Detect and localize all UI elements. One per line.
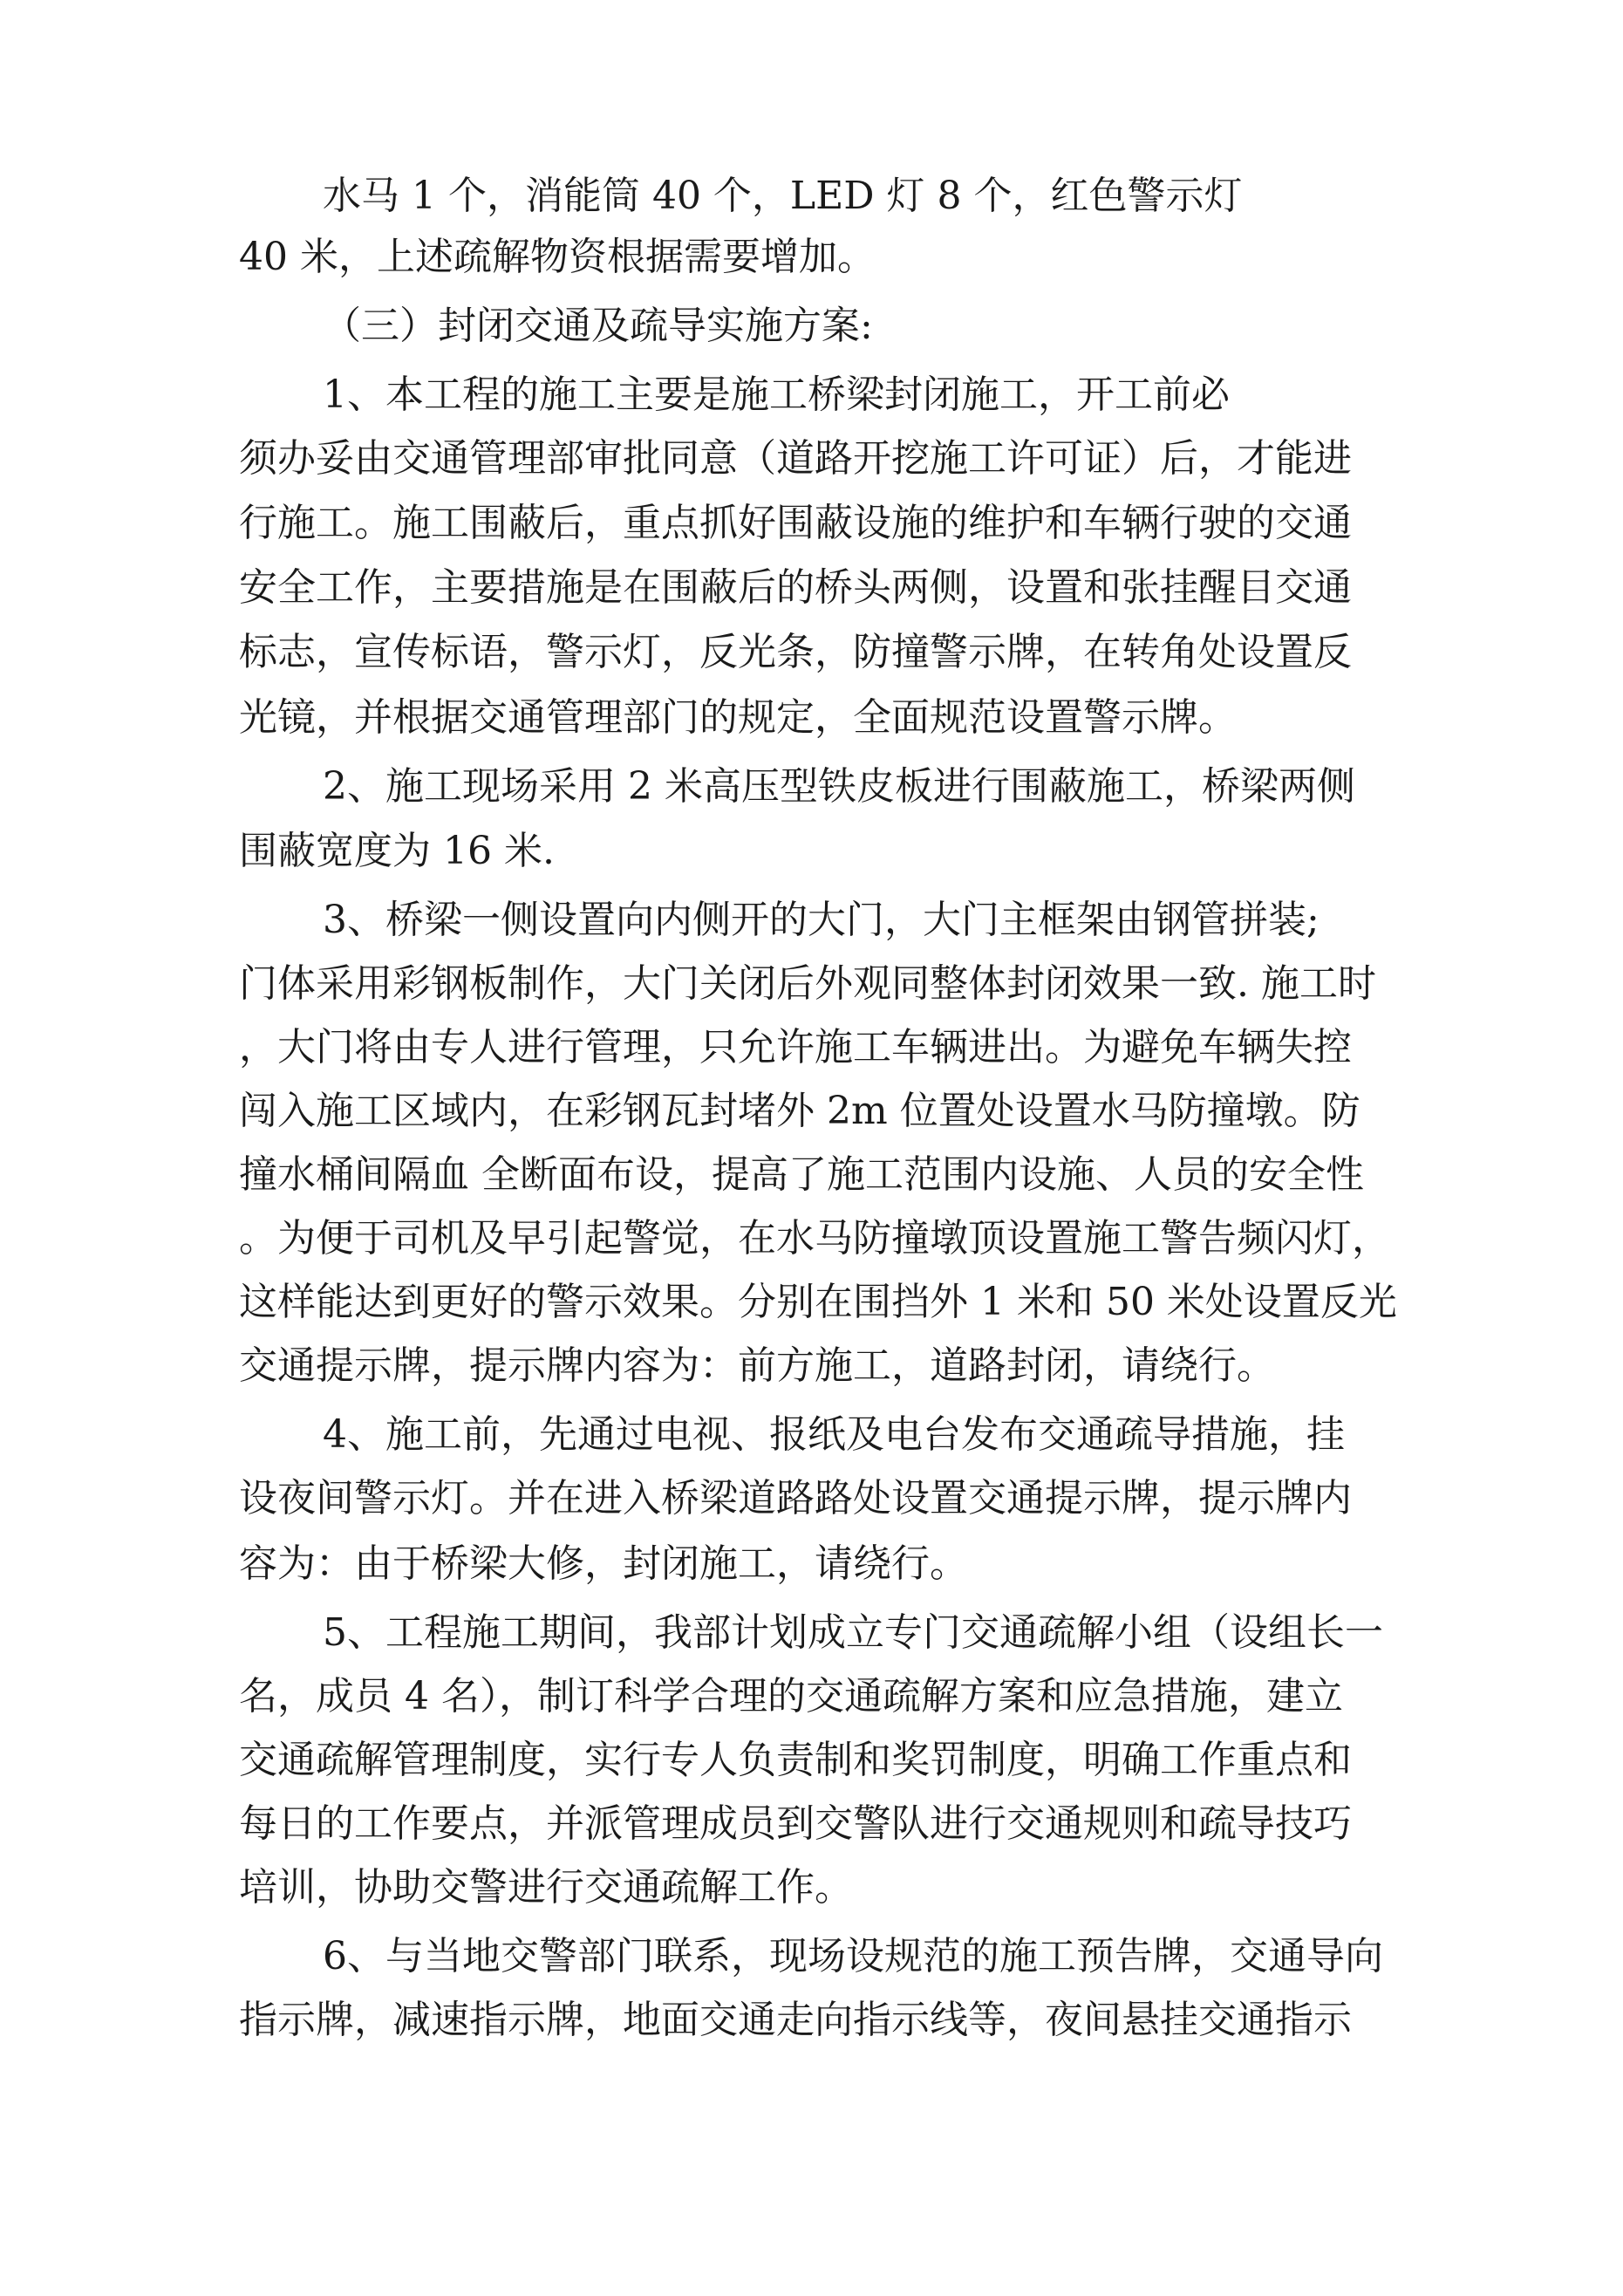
text-line: 标志，宣传标语，警示灯，反光条，防撞警示牌，在转角处设置反 [239,630,1352,674]
text-line: 设夜间警示灯。并在进入桥梁道路路处设置交通提示牌，提示牌内 [239,1476,1352,1520]
text-line: 闯入施工区域内，在彩钢瓦封堵外 2m 位置处设置水马防撞墩。防 [239,1089,1360,1133]
text-line: 行施工。施工围蔽后，重点抓好围蔽设施的维护和车辆行驶的交通 [239,501,1352,545]
text-line: 光镜，并根据交通管理部门的规定，全面规范设置警示牌。 [239,695,1237,740]
text-line: 水马 1 个，消能筒 40 个，LED 灯 8 个，红色警示灯 [323,174,1243,218]
text-line: 围蔽宽度为 16 米. [239,829,555,873]
text-line: 每日的工作要点，并派管理成员到交警队进行交通规则和疏导技巧 [239,1801,1352,1846]
text-line: 指示牌，减速指示牌，地面交通走向指示线等，夜间悬挂交通指示 [239,1998,1352,2042]
text-line: 门体采用彩钢板制作，大门关闭后外观同整体封闭效果一致. 施工时 [239,961,1376,1006]
text-line: 这样能达到更好的警示效果。分别在围挡外 1 米和 50 米处设置反光 [239,1280,1397,1324]
text-line: 容为：由于桥梁大修，封闭施工，请绕行。 [239,1541,968,1586]
text-line: 撞水桶间隔血 全断面布设，提高了施工范围内设施、人员的安全性 [239,1152,1364,1197]
text-line: 须办妥由交通管理部审批同意（道路开挖施工许可证）后，才能进 [239,436,1352,481]
text-line: 交通疏解管理制度，实行专人负责制和奖罚制度，明确工作重点和 [239,1738,1352,1782]
text-line: 4、施工前，先通过电视、报纸及电台发布交通疏导措施，挂 [323,1412,1345,1457]
section-heading: （三）封闭交通及疏导实施方案: [323,304,873,348]
text-line: 交通提示牌，提示牌内容为：前方施工，道路封闭，请绕行。 [239,1343,1275,1388]
text-line: 培训，协助交警进行交通疏解工作。 [239,1865,853,1910]
text-line: ，大门将由专人进行管理，只允许施工车辆进出。为避免车辆失控 [239,1025,1352,1069]
text-line: 名，成员 4 名），制订科学合理的交通疏解方案和应急措施，建立 [239,1674,1343,1719]
text-line: 5、工程施工期间，我部计划成立专门交通疏解小组（设组长一 [323,1610,1383,1655]
text-line: 3、桥梁一侧设置向内侧开的大门，大门主框架由钢管拼装; [323,898,1320,942]
text-line: 6、与当地交警部门联系，现场设规范的施工预告牌，交通导向 [323,1934,1383,1978]
text-line: 1、本工程的施工主要是施工桥梁封闭施工，开工前必 [323,372,1230,417]
text-line: 。为便于司机及早引起警觉，在水马防撞墩顶设置施工警告频闪灯， [239,1216,1390,1261]
text-line: 安全工作，主要措施是在围蔽后的桥头两侧，设置和张挂醒目交通 [239,565,1352,610]
text-line: 40 米，上述疏解物资根据需要增加。 [239,235,876,279]
text-line: 2、施工现场采用 2 米高压型铁皮板进行围蔽施工，桥梁两侧 [323,764,1355,809]
